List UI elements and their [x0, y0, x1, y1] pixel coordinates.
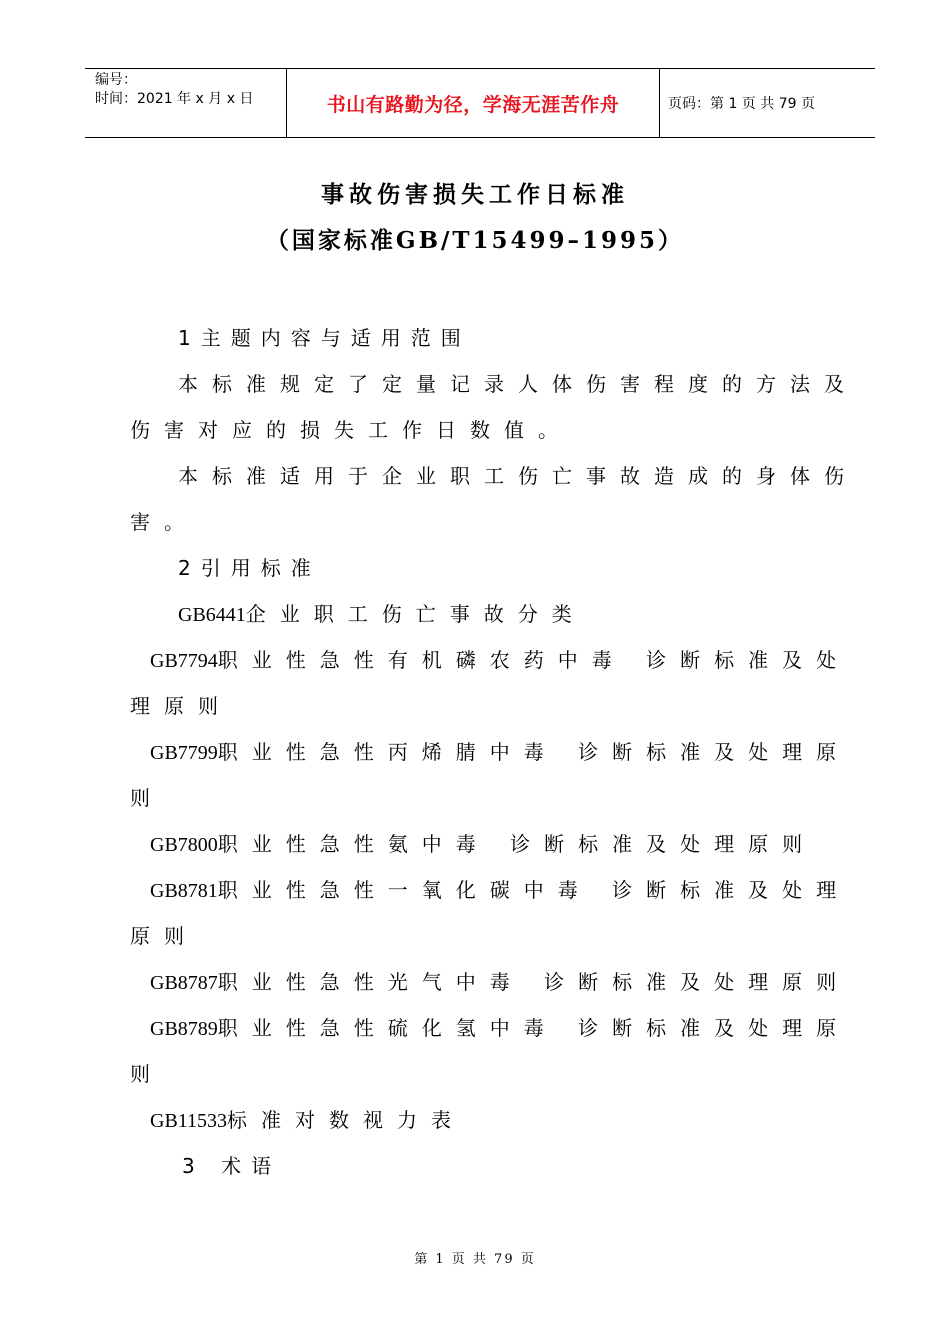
reference-item [150, 736, 850, 765]
motto-text: 书山有路勤为径，学海无涯苦作舟 [326, 93, 620, 116]
reference-title: 企业职工伤亡事故分类 [245, 602, 586, 626]
paragraph-line: 本标准规定了定量记录人体伤害程度的方法及 [178, 372, 858, 396]
header-table [85, 68, 875, 138]
reference-item [150, 966, 850, 995]
reference-continuation: 原则 [130, 924, 198, 948]
reference-code: GB6441 [178, 604, 246, 626]
paragraph-line: 本标准适用于企业职工伤亡事故造成的身体伤 [178, 464, 858, 488]
reference-item [150, 1104, 465, 1133]
reference-code: GB7799 [150, 742, 218, 764]
reference-code: GB8787 [150, 972, 218, 994]
paragraph-line: 害。 [130, 510, 198, 534]
reference-code: GB7794 [150, 650, 218, 672]
reference-title: 职业性急性硫化氢中毒 诊断标准及处理原 [217, 1016, 851, 1040]
reference-title: 职业性急性氨中毒 诊断标准及处理原则 [217, 832, 817, 856]
number-label: 编号： [95, 72, 137, 88]
reference-title: 职业性急性一氧化碳中毒 诊断标准及处理 [217, 878, 851, 902]
reference-title: 职业性急性光气中毒 诊断标准及处理原则 [217, 970, 851, 994]
time-label: 时间：2021 年 x 月 x 日 [95, 91, 254, 107]
section-1-heading: 1主题内容与适用范围 [178, 326, 471, 350]
header-motto-cell [286, 69, 660, 137]
reference-item [150, 644, 850, 673]
page-info-text: 页码：第 1 页 共 79 页 [668, 96, 815, 112]
section-2-heading: 2引用标准 [178, 556, 321, 580]
reference-code: GB11533 [150, 1110, 228, 1132]
reference-title: 标准对数视力表 [227, 1108, 466, 1132]
section-3-heading: 3 术语 [182, 1154, 282, 1178]
reference-title: 职业性急性丙烯腈中毒 诊断标准及处理原 [217, 740, 851, 764]
reference-continuation: 理原则 [130, 694, 232, 718]
reference-continuation: 则 [130, 1062, 164, 1086]
reference-code: GB7800 [150, 834, 218, 856]
reference-code: GB8789 [150, 1018, 218, 1040]
reference-item [150, 828, 816, 857]
reference-continuation: 则 [130, 786, 164, 810]
reference-title: 职业性急性有机磷农药中毒 诊断标准及处 [217, 648, 851, 672]
reference-code: GB8781 [150, 880, 218, 902]
reference-item [150, 1012, 850, 1041]
header-meta [85, 69, 286, 137]
reference-item [150, 874, 850, 903]
header-page-info [660, 69, 875, 137]
paragraph-line: 伤害对应的损失工作日数值。 [130, 418, 572, 442]
document-subtitle: （国家标准GB/T15499–1995） [265, 227, 685, 254]
reference-item [178, 598, 586, 627]
page-footer: 第 1 页 共 79 页 [414, 1252, 536, 1267]
document-title: 事故伤害损失工作日标准 [321, 181, 629, 208]
